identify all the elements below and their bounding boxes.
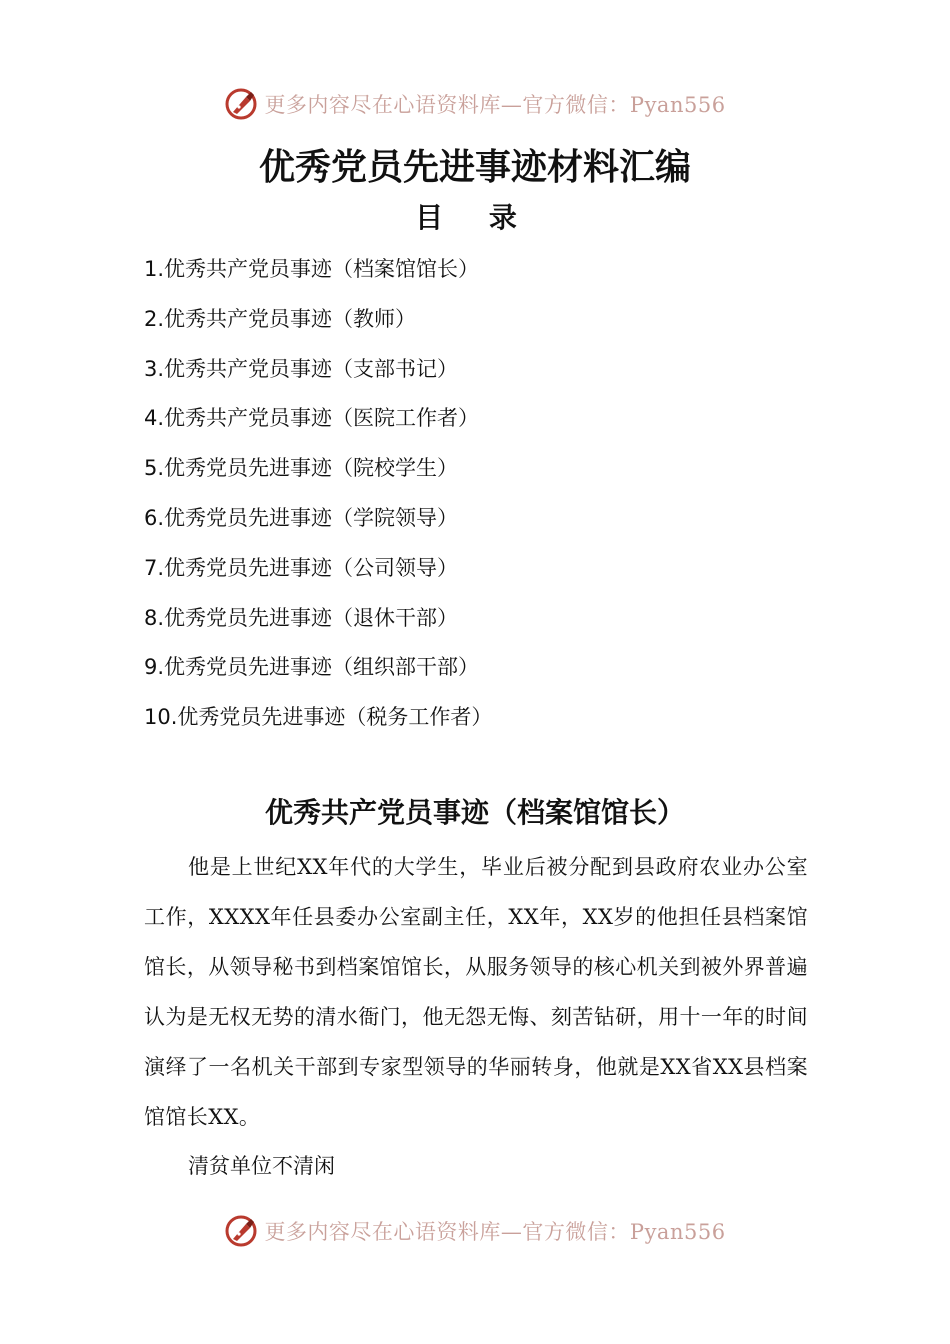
- section-title: 优秀共产党员事迹（档案馆馆长）: [264, 796, 685, 829]
- header-banner: [0, 84, 950, 124]
- body-paragraph: 他是上世纪XX年代的大学生，毕业后被分配到县政府农业办公室工作，XXXX年任县委办公室副主任，XX年，XX岁的他担任县档案馆馆长，从领导秘书到档案馆馆长，从服务领导的核心机关到被外界普遍认为是无权无势的清水衙门，他无怨无悔、刻苦钻研，用十一年的时间演绎了一名机关干部到专家型领导的华丽转身，他就是XX省XX县档案馆馆长XX。: [144, 855, 808, 1129]
- toc-item: 6.优秀党员先进事迹（学院领导）: [144, 505, 459, 530]
- pen-nib-circle-logo: [224, 87, 258, 121]
- table-of-contents: [144, 246, 492, 744]
- toc-item: 9.优秀党员先进事迹（组织部干部）: [144, 655, 480, 680]
- header-banner-text: 更多内容尽在心语资料库—官方微信：Pyan556: [264, 93, 726, 117]
- toc-item: 10.优秀党员先进事迹（税务工作者）: [144, 705, 493, 730]
- pen-nib-circle-logo: [224, 1214, 258, 1248]
- toc-item: 8.优秀党员先进事迹（退休干部）: [144, 605, 459, 630]
- toc-item: 2.优秀共产党员事迹（教师）: [144, 306, 417, 331]
- toc-item: 1.优秀共产党员事迹（档案馆馆长）: [144, 257, 480, 281]
- footer-banner-text: 更多内容尽在心语资料库—官方微信：Pyan556: [264, 1220, 726, 1244]
- toc-item: 5.优秀党员先进事迹（院校学生）: [144, 456, 459, 481]
- toc-heading: 目 录: [415, 201, 535, 234]
- toc-item: 3.优秀共产党员事迹（支部书记）: [144, 356, 459, 381]
- footer-banner: [0, 1211, 950, 1251]
- document-title: 优秀党员先进事迹材料汇编: [258, 146, 691, 188]
- subheading: 清贫单位不清闲: [188, 1154, 335, 1178]
- toc-item: 4.优秀共产党员事迹（医院工作者）: [144, 406, 480, 431]
- toc-item: 7.优秀党员先进事迹（公司领导）: [144, 555, 459, 580]
